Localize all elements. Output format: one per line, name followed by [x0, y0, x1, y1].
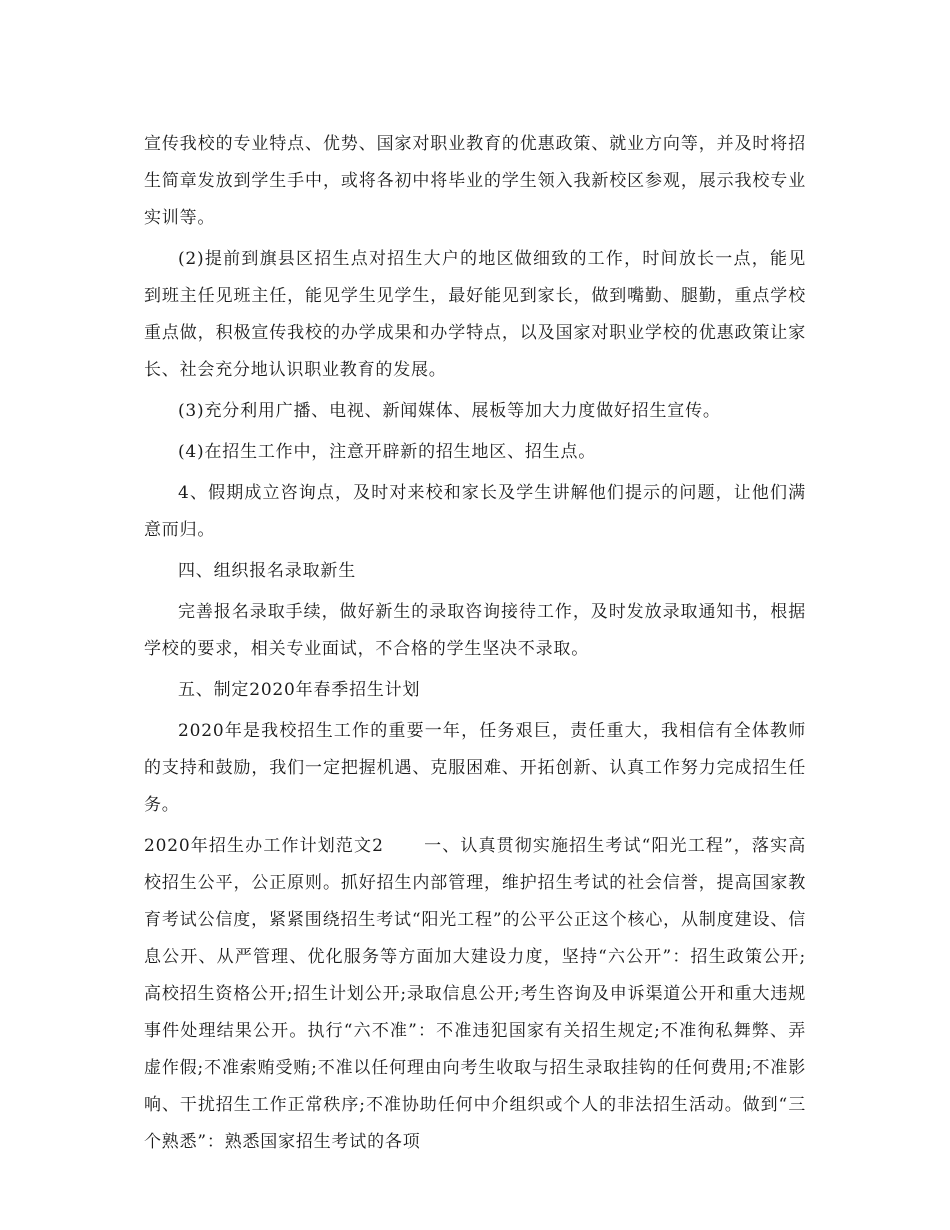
article-body: 一、认真贯彻实施招生考试“阳光工程”，落实高校招生公平，公正原则。抓好招生内部管理，维护招生考试的社会信誉，提高国家教育考试公信度，紧紧围绕招生考试“阳光工程”的公平公正这个核心，从制度建设、信息公开、从严管理、优化服务等方面加大建设力度，坚持“六公开”：招生政策公开;高校招生资格公开;招生计划公开;录取信息公开;考生咨询及申诉渠道公开和重大违规事件处理结果公开。执行“六不准”：不准违犯国家有关招生规定;不准徇私舞弊、弄虚作假;不准索贿受贿;不准以任何理由向考生收取与招生录取挂钩的任何费用;不准影响、干扰招生工作正常秩序;不准协助任何中介组织或个人的非法招生活动。做到“三个熟悉”：熟悉国家招生考试的各项	[144, 836, 806, 1152]
article-title: 2020年招生办工作计划范文2	[144, 836, 384, 856]
paragraph-4: (4)在招生工作中，注意开辟新的招生地区、招生点。	[178, 442, 597, 462]
section-heading-5: 五、制定2020年春季招生计划	[178, 680, 421, 700]
final-section	[144, 828, 806, 1161]
section-heading-4: 四、组织报名录取新生	[178, 561, 356, 581]
paragraph-2: (2)提前到旗县区招生点对招生大户的地区做细致的工作，时间放长一点，能见到班主任见班主任，能见学生见学生，最好能见到家长，做到嘴勤、腿勤，重点学校重点做，积极宣传我校的办学成果和办学特点，以及国家对职业学校的优惠政策让家长、社会充分地认识职业教育的发展。	[144, 249, 806, 380]
paragraph-6: 完善报名录取手续，做好新生的录取咨询接待工作，及时发放录取通知书，根据学校的要求，相关专业面试，不合格的学生坚决不录取。	[144, 602, 806, 659]
document-body	[144, 126, 806, 1165]
paragraph-1: 宣传我校的专业特点、优势、国家对职业教育的优惠政策、就业方向等，并及时将招生简章发放到学生手中，或将各初中将毕业的学生领入我新校区参观，展示我校专业实训等。	[144, 134, 806, 228]
paragraph-3: (3)充分利用广播、电视、新闻媒体、展板等加大力度做好招生宣传。	[178, 401, 721, 421]
paragraph-7: 2020年是我校招生工作的重要一年，任务艰巨，责任重大，我相信有全体教师的支持和鼓励，我们一定把握机遇、克服困难、开拓创新、认真工作努力完成招生任务。	[144, 721, 806, 815]
paragraph-5: 4、假期成立咨询点，及时对来校和家长及学生讲解他们提示的问题，让他们满意而归。	[144, 483, 806, 540]
